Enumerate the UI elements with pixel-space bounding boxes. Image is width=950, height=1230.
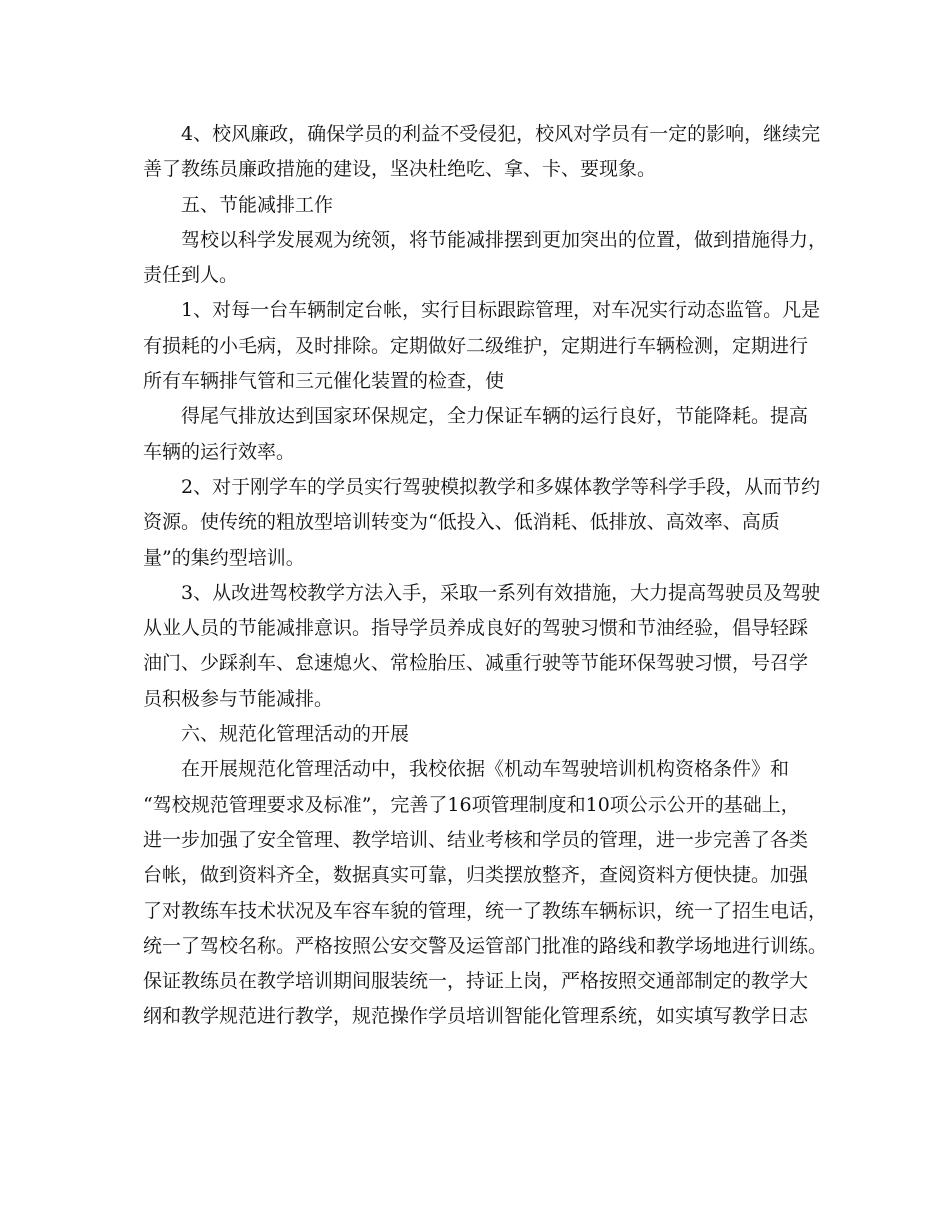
text-line: 得尾气排放达到国家环保规定，全力保证车辆的运行良好，节能降耗。提高 bbox=[181, 405, 809, 428]
text-line: 进一步加强了安全管理、教学培训、结业考核和学员的管理，进一步完善了各类 bbox=[143, 828, 809, 851]
text-line: 1、对每一台车辆制定台帐，实行目标跟踪管理，对车况实行动态监管。凡是 bbox=[181, 299, 821, 322]
text-line: 善了教练员廉政措施的建设，坚决杜绝吃、拿、卡、要现象。 bbox=[143, 158, 657, 181]
text-line: 责任到人。 bbox=[143, 264, 239, 287]
text-line: 五、节能减排工作 bbox=[181, 193, 334, 216]
text-line: 从业人员的节能减排意识。指导学员养成良好的驾驶习惯和节油经验，倡导轻踩 bbox=[143, 617, 809, 640]
document-body bbox=[143, 117, 828, 1035]
text-line: 驾校以科学发展观为统领，将节能减排摆到更加突出的位置，做到措施得力， bbox=[181, 228, 828, 251]
text-line: 台帐，做到资料齐全，数据真实可靠，归类摆放整齐，查阅资料方便快捷。加强 bbox=[143, 864, 809, 887]
text-line: 保证教练员在教学培训期间服装统一，持证上岗，严格按照交通部制定的教学大 bbox=[143, 970, 809, 993]
text-line: 在开展规范化管理活动中，我校依据《机动车驾驶培训机构资格条件》和 bbox=[181, 758, 790, 781]
paragraph bbox=[143, 752, 828, 1034]
text-line: 油门、少踩刹车、怠速熄火、常检胎压、减重行驶等节能环保驾驶习惯，号召学 bbox=[143, 652, 809, 675]
paragraph bbox=[143, 293, 821, 399]
paragraph bbox=[143, 576, 821, 717]
paragraph bbox=[143, 117, 821, 188]
text-line: 资源。使传统的粗放型培训转变为“低投入、低消耗、低排放、高效率、高质 bbox=[143, 511, 780, 534]
section-heading bbox=[143, 717, 808, 752]
text-line: 了对教练车技术状况及车容车貌的管理，统一了教练车辆标识，统一了招生电话， bbox=[143, 899, 828, 922]
paragraph bbox=[143, 223, 828, 294]
text-line: 统一了驾校名称。严格按照公安交警及运管部门批准的路线和教学场地进行训练。 bbox=[143, 934, 828, 957]
text-line: 有损耗的小毛病，及时排除。定期做好二级维护，定期进行车辆检测，定期进行 bbox=[143, 334, 809, 357]
paragraph bbox=[143, 399, 808, 470]
text-line: 六、规范化管理活动的开展 bbox=[181, 723, 410, 746]
text-line: “驾校规范管理要求及标准”，完善了16项管理制度和10项公示公开的基础上， bbox=[143, 793, 800, 816]
text-line: 员积极参与节能减排。 bbox=[143, 687, 334, 710]
text-line: 4、校风廉政，确保学员的利益不受侵犯，校风对学员有一定的影响，继续完 bbox=[181, 123, 821, 145]
text-line: 所有车辆排气管和三元催化装置的检查，使 bbox=[143, 370, 505, 393]
text-line: 量”的集约型培训。 bbox=[143, 546, 305, 569]
text-line: 车辆的运行效率。 bbox=[143, 440, 296, 463]
section-heading bbox=[143, 188, 808, 223]
text-line: 2、对于刚学车的学员实行驾驶模拟教学和多媒体教学等科学手段，从而节约 bbox=[181, 475, 821, 498]
paragraph bbox=[143, 470, 821, 576]
text-line: 纲和教学规范进行教学，规范操作学员培训智能化管理系统，如实填写教学日志 bbox=[143, 1005, 809, 1028]
text-line: 3、从改进驾校教学方法入手，采取一系列有效措施，大力提高驾驶员及驾驶 bbox=[181, 581, 821, 604]
